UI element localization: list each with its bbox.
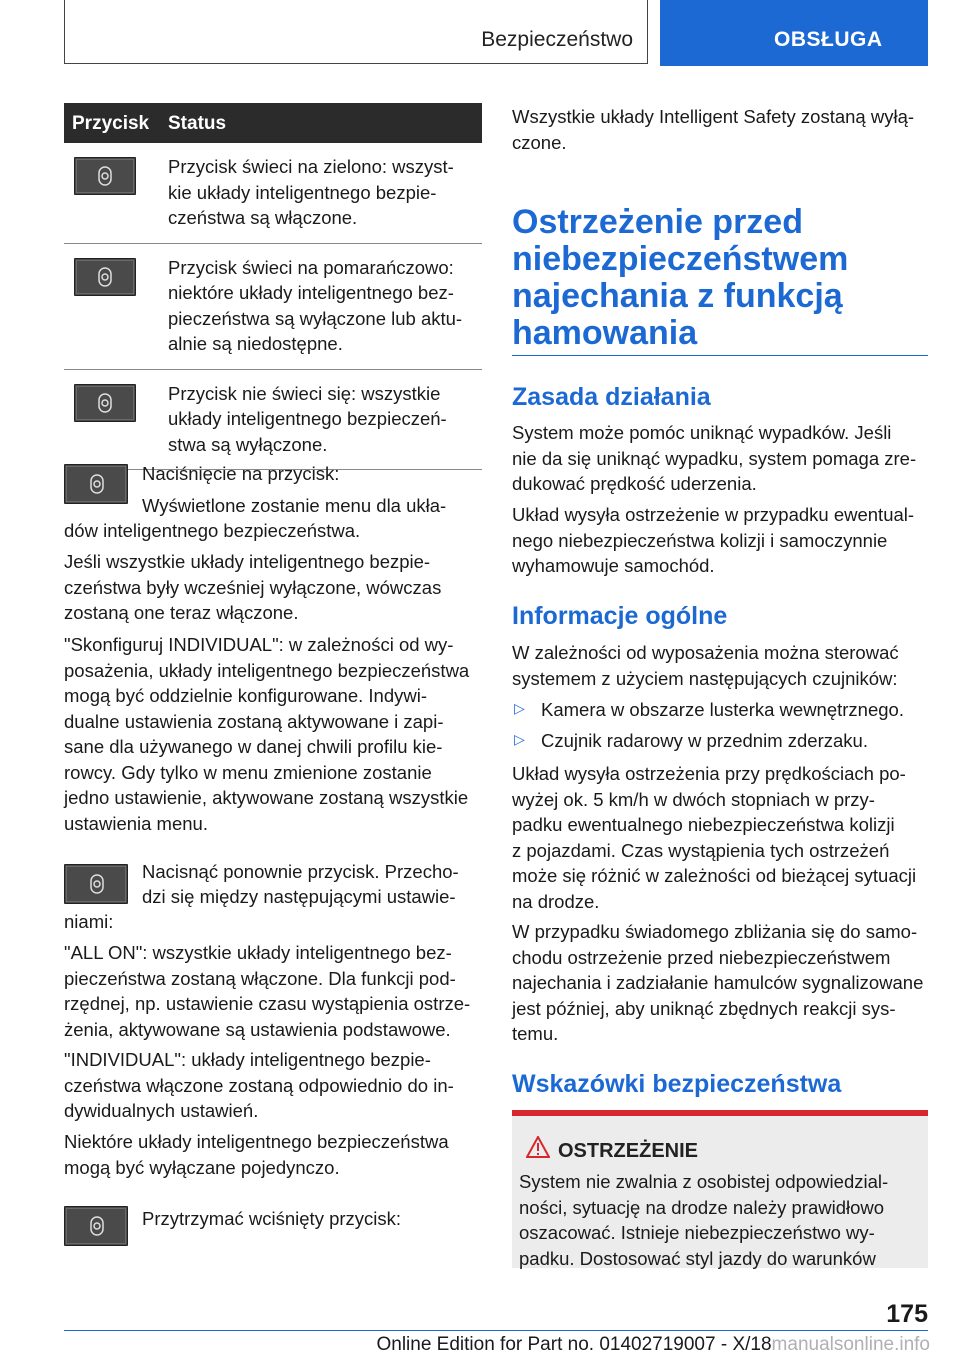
press-line-1: Wyświetlone zostanie menu dla ukła- [142,495,447,516]
section-tab [64,0,648,64]
triangle-bullet-icon: ▷ [514,700,525,716]
page-header [0,0,960,68]
warning-title: OSTRZEŻENIE [558,1140,699,1162]
edition-text: Online Edition for Part no. 01402719007 - X/18 [376,1334,772,1355]
subheading: Wskazówki bezpieczeństwa [512,1070,842,1098]
page-number: 175 [886,1300,928,1328]
paragraph: W zależności od wyposażenia można sterować systemem z użyciem następujących czujników: [512,642,899,689]
warning-triangle-icon [526,1136,550,1158]
safety-button-icon [64,464,128,504]
section-title: Bezpieczeństwo [481,28,633,51]
press-again-line-1: Nacisnąć ponownie przycisk. Przecho- [142,861,459,882]
column-header-status: Status [168,113,227,134]
status-text: Przycisk nie świeci się: wszystkie układy inteligentnego bezpieczeń- stwa są wyłączone. [168,382,447,455]
chapter-title: OBSŁUGA [774,28,883,51]
paragraph: Układ wysyła ostrzeżenia przy prędkościach po- wyżej ok. 5 km/h w dwóch stopniach w przy- padku ewentualnego niebezpieczeństwa kolizji z pojazdami. Czas wystąpienia tych ostrzeżeń może się różnić w zależności od bieżącej sytuacji na drodze. [512,763,917,912]
list-item [512,699,928,721]
press-again-line-3: niami: [64,911,114,932]
table-row [64,370,482,471]
list-item-text: Czujnik radarowy w przednim zderzaku. [541,730,868,751]
press-label: Naciśnięcie na przycisk: [142,463,340,484]
chapter-tab [660,0,928,66]
hold-label: Przytrzymać wciśnięty przycisk: [142,1208,402,1229]
paragraph: Jeśli wszystkie układy inteligentnego bezpie- czeństwa były wcześniej wyłączone, wówczas zostaną one teraz włączone. [64,551,442,623]
paragraph: "ALL ON": wszystkie układy inteligentnego bez- pieczeństwa zostaną włączone. Dla funkcji pod- rzędnej, np. ustawienie czasu wystąpienia ostrze- żenia, aktywowane są ustawienia podstawowe. [64,942,471,1040]
safety-button-icon [74,157,136,195]
footer-divider [64,1330,928,1331]
intro-text: Wszystkie układy Intelligent Safety zostaną wyłą- czone. [512,106,915,153]
safety-button-icon [74,258,136,296]
paragraph: W przypadku świadomego zbliżania się do samo- chodu ostrzeżenie przed niebezpieczeństwem najechania i zadziałanie hamulców sygnalizowane jest później, aby uniknąć zbędnych reakcji sys- temu. [512,921,924,1044]
table-header [64,103,482,143]
status-table [64,103,482,470]
subheading: Zasada działania [512,383,711,411]
list-item [512,730,928,752]
paragraph: Niektóre układy inteligentnego bezpieczeństwa mogą być wyłączane pojedynczo. [64,1131,449,1178]
status-text: Przycisk świeci na pomarańczowo: niektóre układy inteligentnego bez- pieczeństwa są wyłączone lub aktu- alnie są niedostępne. [168,256,463,354]
warning-text: System nie zwalnia z osobistej odpowiedzial- ności, sytuację na drodze należy prawidłowo oszacować. Istnieje niebezpieczeństwo wy- padku. Dostosować styl jazdy do warunków [519,1171,889,1269]
paragraph: System może pomóc uniknąć wypadków. Jeśli nie da się uniknąć wypadku, system pomaga zre- dukować prędkość uderzenia. [512,422,917,494]
list-item-text: Kamera w obszarze lusterka wewnętrznego. [541,699,904,720]
paragraph: "INDIVIDUAL": układy inteligentnego bezpie- czeństwa włączone zostaną odpowiednio do in- dywidualnych ustawień. [64,1049,454,1121]
table-row [64,143,482,244]
table-row [64,244,482,370]
safety-button-icon [64,1206,128,1246]
heading-divider [512,355,928,356]
column-header-button: Przycisk [72,113,150,134]
press-again-line-2: dzi się między następującymi ustawie- [142,886,456,907]
paragraph: Układ wysyła ostrzeżenie w przypadku ewentual- nego niebezpieczeństwa kolizji i samoczynnie wyhamowuje samochód. [512,504,915,576]
safety-button-icon [74,384,136,422]
press-line-2: dów inteligentnego bezpieczeństwa. [64,520,361,541]
footer [290,1334,930,1356]
triangle-bullet-icon: ▷ [514,731,525,747]
subheading: Informacje ogólne [512,602,728,630]
watermark-text: manualsonline.info [771,1334,930,1355]
warning-box [512,1110,928,1268]
section-heading: Ostrzeżenie przed niebezpieczeństwem najechania z funkcją hamowania [512,203,849,352]
status-text: Przycisk świeci na zielono: wszyst- kie układy inteligentnego bezpie- czeństwa są włączone. [168,156,454,228]
paragraph: "Skonfiguruj INDIVIDUAL": w zależności od wy- posażenia, układy inteligentnego bezpieczeństwa mogą być oddzielnie konfigurowane. Indywi- dualne ustawienia zostaną aktywowane i zapi- sane dla używanego w danej chwili profilu kie- rowcy. Gdy tylko w menu zmienione zostanie jedno ustawienie, aktywowane zostaną wszystkie ustawienia menu. [64,634,470,834]
safety-button-icon [64,864,128,904]
